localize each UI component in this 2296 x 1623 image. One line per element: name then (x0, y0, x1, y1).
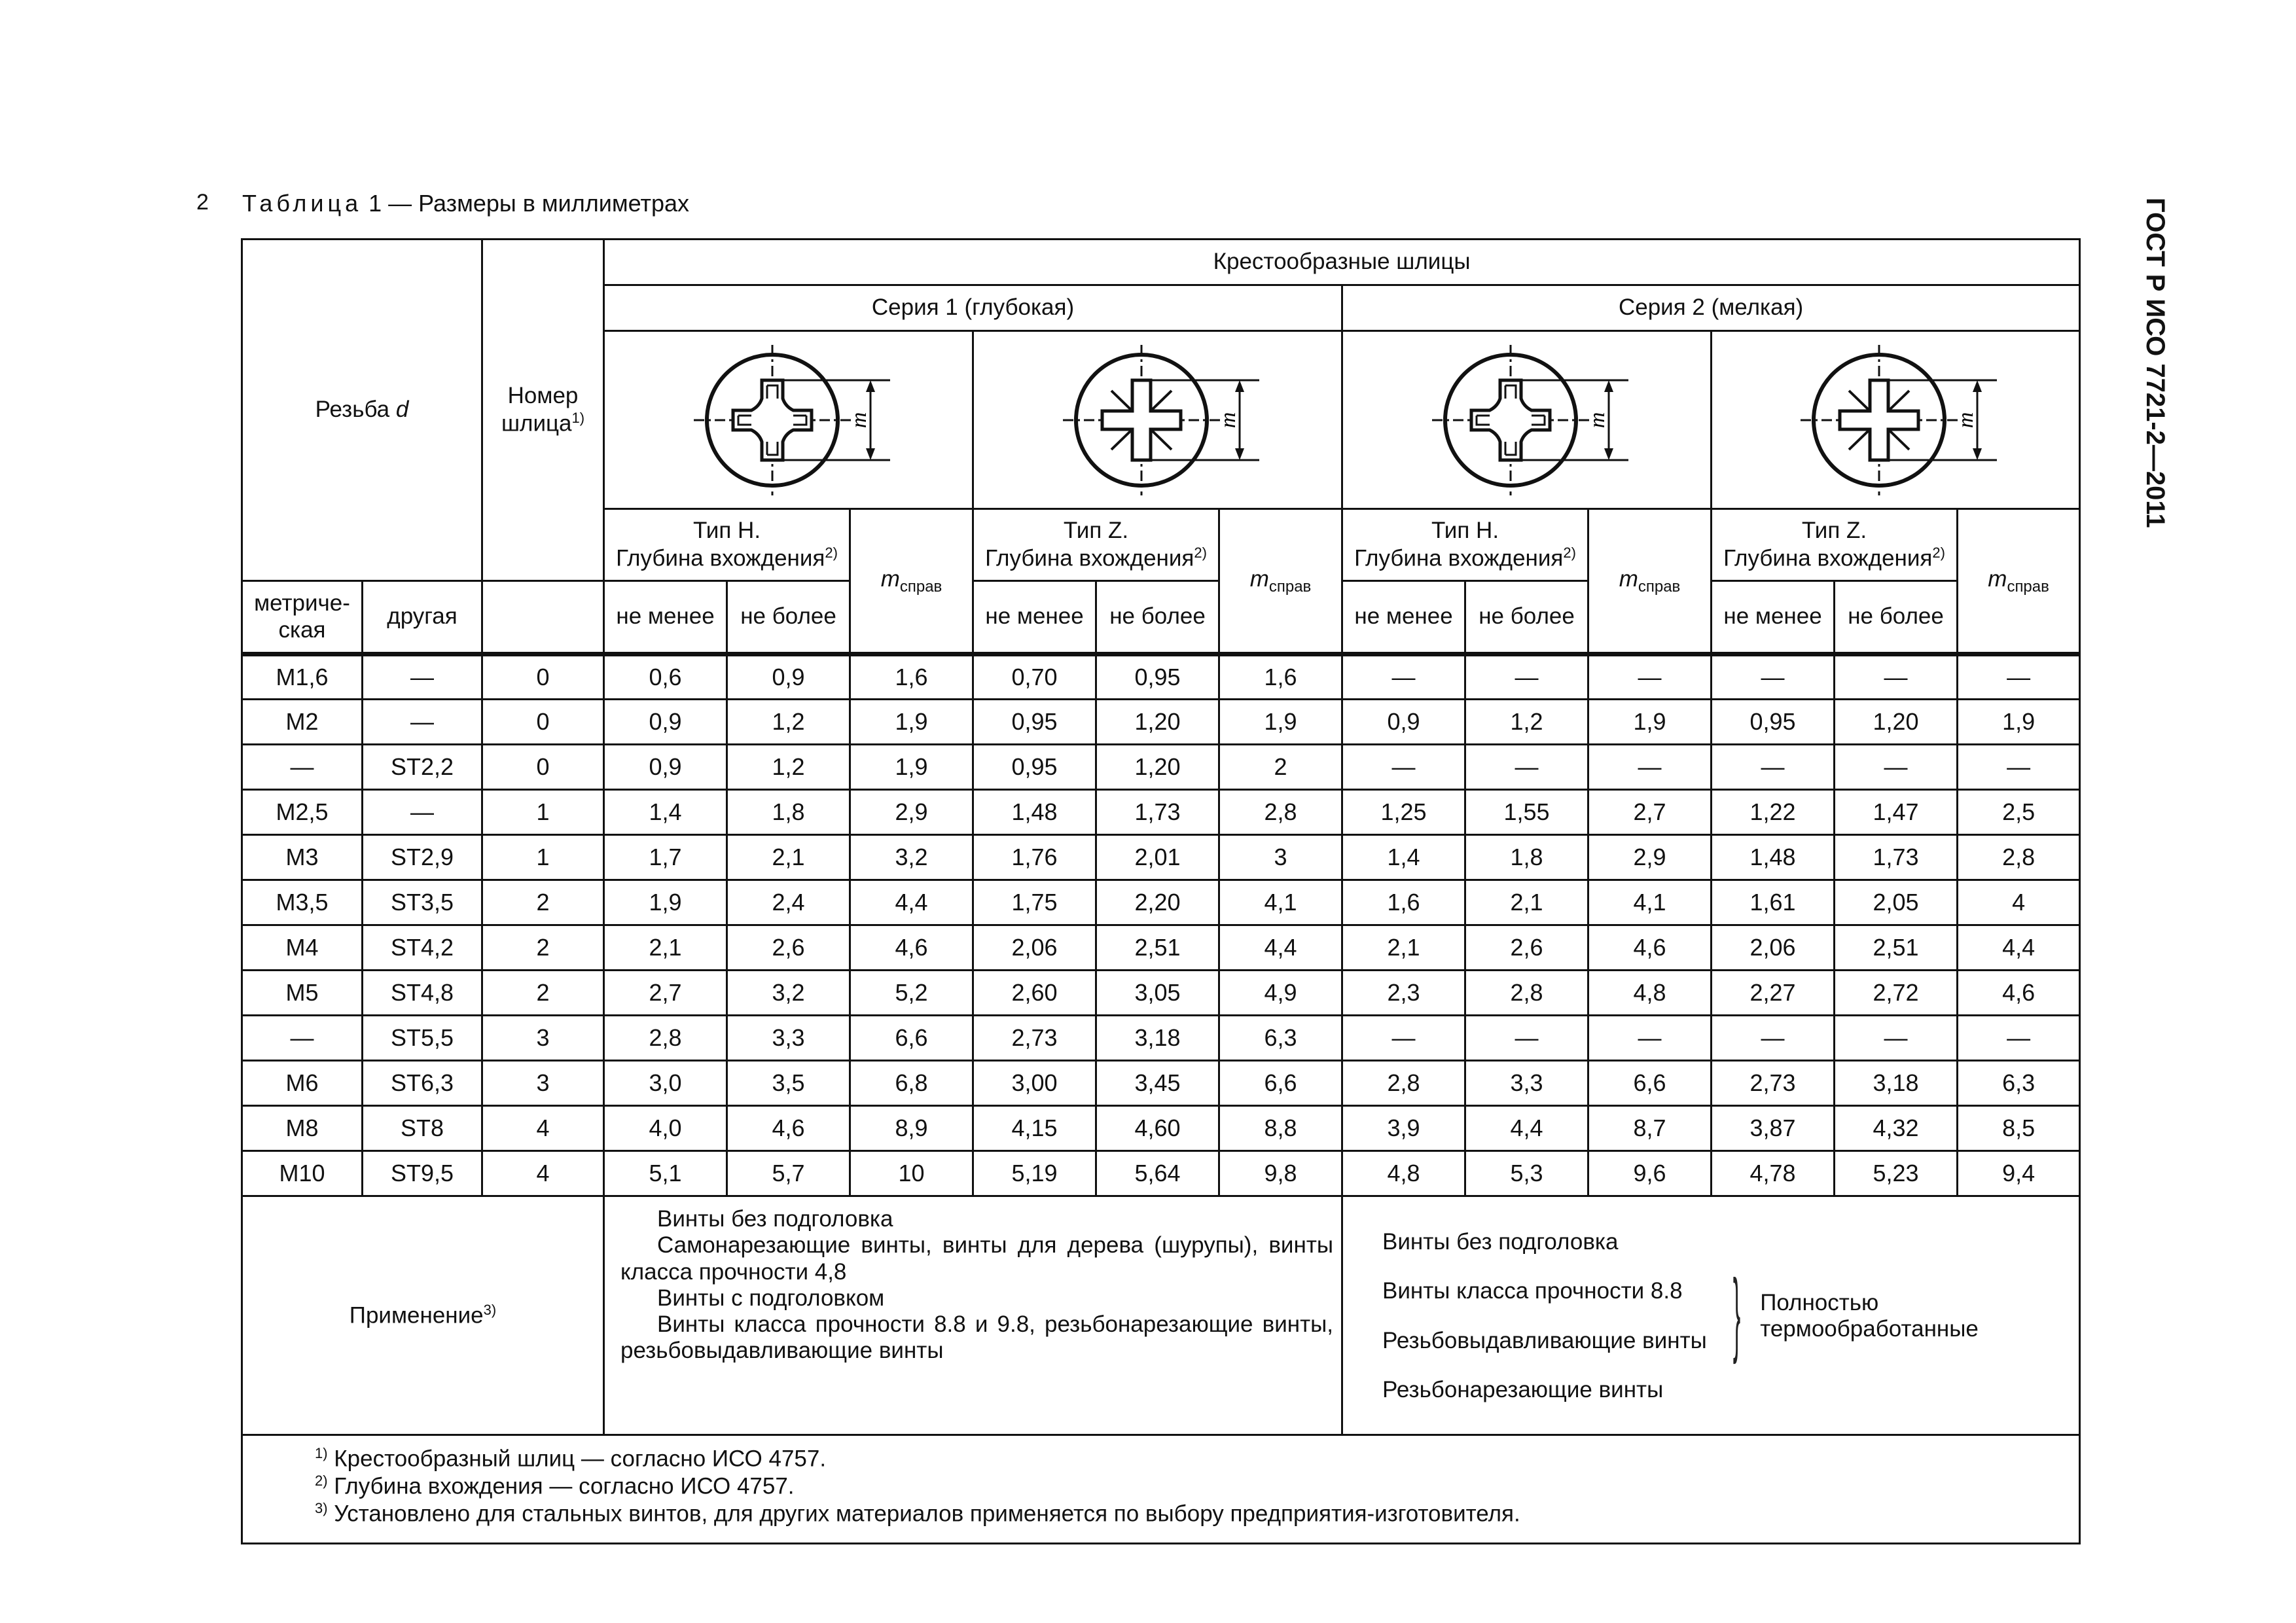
table-cell: 1,73 (1835, 835, 1958, 880)
table-cell: 4,6 (1588, 925, 1712, 971)
table-cell: 0 (482, 654, 604, 700)
table-cell: 2,6 (1465, 925, 1588, 971)
table-cell: 1,4 (1342, 835, 1465, 880)
table-cell: 6,6 (850, 1016, 973, 1061)
cross-slot-type-h-drawing (1419, 338, 1635, 502)
table-cell: — (1465, 654, 1588, 700)
table-cell: 4,9 (1219, 971, 1342, 1016)
table-cell: 4,4 (850, 880, 973, 925)
table-cell: 1,6 (1342, 880, 1465, 925)
table-cell: — (1958, 654, 2080, 700)
table-cell: — (1342, 654, 1465, 700)
table-cell: 1,4 (604, 790, 727, 835)
table-row (242, 1151, 2080, 1196)
table-row (242, 925, 2080, 971)
table-cell: 1,61 (1712, 880, 1835, 925)
table-cell: ST4,2 (363, 925, 482, 971)
table-cell: 5,64 (1096, 1151, 1219, 1196)
table-cell: 8,7 (1588, 1106, 1712, 1151)
min-header: не менее (973, 581, 1096, 654)
cross-slots-header: Крестообразные шлицы (604, 240, 2080, 285)
table-cell: 2,73 (1712, 1061, 1835, 1106)
table-cell: М1,6 (242, 654, 363, 700)
table-cell: 0,95 (973, 745, 1096, 790)
table-cell: 4,6 (1958, 971, 2080, 1016)
table-cell: 1,20 (1835, 700, 1958, 745)
min-header: не менее (604, 581, 727, 654)
application-line: Самонарезающие винты, винты для дерева (шурупы), винты класса прочности 4,8 (620, 1232, 1334, 1285)
table-cell: 0,95 (973, 700, 1096, 745)
table-cell: — (363, 700, 482, 745)
table-cell: 6,6 (1588, 1061, 1712, 1106)
cross-slot-type-z-drawing (1050, 338, 1266, 502)
slot-drawing-cell (1342, 331, 1712, 509)
table-cell: 2,60 (973, 971, 1096, 1016)
table-cell: 0,95 (1096, 654, 1219, 700)
table-cell: 2,3 (1342, 971, 1465, 1016)
table-caption (242, 190, 689, 217)
m-ref-header: $m_{справ}$ (850, 509, 973, 654)
table-cell: 2 (482, 925, 604, 971)
series1-header: Серия 1 (глубокая) (604, 285, 1342, 331)
table-row (242, 790, 2080, 835)
max-header: не более (1835, 581, 1958, 654)
table-cell: 2,7 (604, 971, 727, 1016)
table-cell: 4,32 (1835, 1106, 1958, 1151)
table-cell: 1,9 (1219, 700, 1342, 745)
m-ref-header: $m_{справ}$ (1958, 509, 2080, 654)
table-cell: — (363, 790, 482, 835)
table-cell: 1,9 (850, 745, 973, 790)
table-cell: 1,9 (1588, 700, 1712, 745)
min-header: не менее (1712, 581, 1835, 654)
table-cell: М5 (242, 971, 363, 1016)
table-cell: 3,05 (1096, 971, 1219, 1016)
table-cell: 0,9 (604, 745, 727, 790)
caption-rest: 1 — Размеры в миллиметрах (362, 190, 690, 217)
table-cell: 9,8 (1219, 1151, 1342, 1196)
table-cell: М8 (242, 1106, 363, 1151)
table-cell: 5,19 (973, 1151, 1096, 1196)
footnotes (242, 1435, 2080, 1544)
m-label: m (1585, 412, 1609, 428)
table-cell: 1,9 (604, 880, 727, 925)
cross-slot-type-h-drawing (681, 338, 897, 502)
table-cell: 1,75 (973, 880, 1096, 925)
table-cell: — (1465, 745, 1588, 790)
table-cell: 2,1 (727, 835, 850, 880)
slot-drawing-cell (973, 331, 1342, 509)
table-cell: 1,8 (1465, 835, 1588, 880)
table-cell: — (1712, 1016, 1835, 1061)
table-cell: 2,1 (604, 925, 727, 971)
table-row (242, 654, 2080, 700)
table-cell: — (1835, 1016, 1958, 1061)
table-cell: — (1342, 1016, 1465, 1061)
table-cell: 2,27 (1712, 971, 1835, 1016)
table-cell: 9,6 (1588, 1151, 1712, 1196)
table-cell: 2,20 (1096, 880, 1219, 925)
table-cell: 5,7 (727, 1151, 850, 1196)
table-row (242, 971, 2080, 1016)
table-cell: ST3,5 (363, 880, 482, 925)
table-cell: ST6,3 (363, 1061, 482, 1106)
m-label: m (1954, 412, 1979, 428)
table-cell: 2,7 (1588, 790, 1712, 835)
table-cell: 3,18 (1835, 1061, 1958, 1106)
table-cell: 0,9 (604, 700, 727, 745)
table-cell: 4,78 (1712, 1151, 1835, 1196)
table-cell: 2 (482, 971, 604, 1016)
table-cell: ST2,9 (363, 835, 482, 880)
table-cell: 6,3 (1219, 1016, 1342, 1061)
table-cell: 3,0 (604, 1061, 727, 1106)
table-cell: — (1465, 1016, 1588, 1061)
table-cell: — (1835, 745, 1958, 790)
max-header: не более (727, 581, 850, 654)
table-cell: 2,4 (727, 880, 850, 925)
table-cell: 10 (850, 1151, 973, 1196)
table-cell: 2,6 (727, 925, 850, 971)
table-cell: 1,73 (1096, 790, 1219, 835)
table-cell: 2,5 (1958, 790, 2080, 835)
table-cell: 5,2 (850, 971, 973, 1016)
table-cell: ST5,5 (363, 1016, 482, 1061)
table-row (242, 1061, 2080, 1106)
table-cell: 8,5 (1958, 1106, 2080, 1151)
table-cell: 1 (482, 790, 604, 835)
table-cell: 1,48 (1712, 835, 1835, 880)
table-cell: 4,4 (1465, 1106, 1588, 1151)
slot-drawing-cell (604, 331, 973, 509)
table-cell: — (363, 654, 482, 700)
table-cell: 3,18 (1096, 1016, 1219, 1061)
table-cell: М4 (242, 925, 363, 971)
m-label: m (1215, 412, 1240, 428)
table-cell: — (1588, 745, 1712, 790)
application-line: Винты без подголовка (1382, 1229, 1619, 1255)
application-label: Применение$^{3)}$ (242, 1196, 604, 1435)
table-cell: 3,2 (850, 835, 973, 880)
table-row (242, 880, 2080, 925)
table-row (242, 1016, 2080, 1061)
table-cell: М3 (242, 835, 363, 880)
table-cell: 4 (482, 1151, 604, 1196)
table-cell: 4 (482, 1106, 604, 1151)
typeH-depth-header: Тип Н. Глубина вхождения$^{2)}$ (1342, 509, 1588, 581)
typeH-depth-header: Тип Н. Глубина вхождения$^{2)}$ (604, 509, 850, 581)
cross-slot-type-z-drawing (1787, 338, 2003, 502)
table-cell: 4,4 (1958, 925, 2080, 971)
table-cell: 0,9 (727, 654, 850, 700)
table-cell: 8,9 (850, 1106, 973, 1151)
table-cell: 2,1 (1465, 880, 1588, 925)
table-cell: 2,06 (1712, 925, 1835, 971)
table-cell: — (1588, 654, 1712, 700)
table-cell: 2,8 (1219, 790, 1342, 835)
m-ref-header: $m_{справ}$ (1219, 509, 1342, 654)
table-cell: 1,6 (850, 654, 973, 700)
table-cell: 2,06 (973, 925, 1096, 971)
table-cell: 1,6 (1219, 654, 1342, 700)
table-cell: 2,8 (604, 1016, 727, 1061)
table-row (242, 745, 2080, 790)
application-note: Полностью термообработанные (1760, 1289, 1979, 1342)
page-number: 2 (196, 190, 209, 215)
table-cell: — (1712, 654, 1835, 700)
table-cell: М6 (242, 1061, 363, 1106)
application-line: Резьбонарезающие винты (1382, 1376, 1664, 1402)
brace-icon: } (1732, 1262, 1741, 1367)
table-cell: ST2,2 (363, 745, 482, 790)
table-cell: 2,9 (1588, 835, 1712, 880)
table-cell: 4,4 (1219, 925, 1342, 971)
footnote: $^{2)}$ Глубина вхождения — согласно ИСО 4757. (315, 1472, 795, 1499)
table-cell: — (1712, 745, 1835, 790)
table-cell: 2,01 (1096, 835, 1219, 880)
table-cell: 3,9 (1342, 1106, 1465, 1151)
table-cell: 2 (482, 880, 604, 925)
table-cell: 1,22 (1712, 790, 1835, 835)
table-cell: 2,1 (1342, 925, 1465, 971)
table-cell: 2,9 (850, 790, 973, 835)
table-cell: 4,1 (1588, 880, 1712, 925)
table-cell: 6,6 (1219, 1061, 1342, 1106)
table-cell: 1,20 (1096, 745, 1219, 790)
table-cell: 3,87 (1712, 1106, 1835, 1151)
table-cell: 4,8 (1342, 1151, 1465, 1196)
slot-number-header: Номер шлица$^{1)}$ (482, 240, 604, 581)
min-header: не менее (1342, 581, 1465, 654)
table-cell: 1,2 (727, 745, 850, 790)
table-cell: 4 (1958, 880, 2080, 925)
standard-code: ГОСТ Р ИСО 7721-2—2011 (2141, 198, 2170, 528)
footnote: $^{3)}$ Установлено для стальных винтов, для других материалов применяется по выбору предприятия-изготовителя. (315, 1499, 1520, 1527)
table-cell: 0,6 (604, 654, 727, 700)
table-cell: 2 (1219, 745, 1342, 790)
table-cell: 3 (1219, 835, 1342, 880)
table-row (242, 835, 2080, 880)
table-cell: 3,3 (727, 1016, 850, 1061)
table-cell: 4,0 (604, 1106, 727, 1151)
table-cell: 4,6 (850, 925, 973, 971)
table-cell: 0,95 (1712, 700, 1835, 745)
table-cell: 2,51 (1096, 925, 1219, 971)
table-cell: 2,8 (1342, 1061, 1465, 1106)
table-cell: М2,5 (242, 790, 363, 835)
table-cell: 3,00 (973, 1061, 1096, 1106)
table-cell: 1,7 (604, 835, 727, 880)
table-cell: 6,3 (1958, 1061, 2080, 1106)
table-cell: 1,20 (1096, 700, 1219, 745)
table-cell: 4,6 (727, 1106, 850, 1151)
table-cell: 1 (482, 835, 604, 880)
table-cell: 1,48 (973, 790, 1096, 835)
table-cell: ST9,5 (363, 1151, 482, 1196)
metric-header: метриче-ская (242, 581, 363, 654)
table-cell: 1,55 (1465, 790, 1588, 835)
table-cell: 1,25 (1342, 790, 1465, 835)
table-cell: М10 (242, 1151, 363, 1196)
table-cell: — (1958, 1016, 2080, 1061)
table-cell: 8,8 (1219, 1106, 1342, 1151)
application-line: Винты без подголовка (657, 1206, 893, 1232)
table-cell: 2,73 (973, 1016, 1096, 1061)
table-cell: 1,9 (850, 700, 973, 745)
table-cell: 3,2 (727, 971, 850, 1016)
table-row (242, 1106, 2080, 1151)
footnote: $^{1)}$ Крестообразный шлиц — согласно ИСО 4757. (315, 1445, 827, 1472)
empty-header (482, 581, 604, 654)
table-cell: 1,2 (1465, 700, 1588, 745)
m-label: m (846, 412, 871, 428)
application-line: Винты с подголовком (657, 1285, 885, 1311)
series2-header: Серия 2 (мелкая) (1342, 285, 2080, 331)
table-cell: 1,47 (1835, 790, 1958, 835)
table-cell: 1,76 (973, 835, 1096, 880)
table-cell: 1,9 (1958, 700, 2080, 745)
application-line: Резьбовыдавливающие винты (1382, 1327, 1707, 1353)
table-cell: 9,4 (1958, 1151, 2080, 1196)
table-cell: 5,3 (1465, 1151, 1588, 1196)
table-cell: 0,70 (973, 654, 1096, 700)
table-cell: ST8 (363, 1106, 482, 1151)
dimensions-table (241, 238, 2081, 1544)
application-series1 (604, 1196, 1342, 1435)
table-cell: 3,3 (1465, 1061, 1588, 1106)
table-cell: — (1342, 745, 1465, 790)
application-line: Винты класса прочности 8.8 и 9.8, резьбонарезающие винты, резьбовыдавливающие винты (620, 1311, 1334, 1364)
table-cell: 4,15 (973, 1106, 1096, 1151)
table-cell: 0,9 (1342, 700, 1465, 745)
m-ref-header: $m_{справ}$ (1588, 509, 1712, 654)
table-cell: 2,05 (1835, 880, 1958, 925)
table-cell: 2,72 (1835, 971, 1958, 1016)
table-cell: 3,5 (727, 1061, 850, 1106)
table-cell: — (1835, 654, 1958, 700)
caption-word: Таблица (242, 190, 363, 217)
max-header: не более (1096, 581, 1219, 654)
typeZ-depth-header: Тип Z. Глубина вхождения$^{2)}$ (1712, 509, 1958, 581)
table-cell: 2,8 (1465, 971, 1588, 1016)
table-cell: 4,1 (1219, 880, 1342, 925)
table-cell: М2 (242, 700, 363, 745)
table-cell: — (1958, 745, 2080, 790)
table-cell: М3,5 (242, 880, 363, 925)
table-cell: 4,8 (1588, 971, 1712, 1016)
table-cell: 4,60 (1096, 1106, 1219, 1151)
table-cell: — (1588, 1016, 1712, 1061)
table-cell: 3 (482, 1016, 604, 1061)
other-header: другая (363, 581, 482, 654)
table-cell: 5,1 (604, 1151, 727, 1196)
table-cell: 3 (482, 1061, 604, 1106)
table-cell: 0 (482, 745, 604, 790)
table-cell: 1,2 (727, 700, 850, 745)
table-cell: 5,23 (1835, 1151, 1958, 1196)
table-cell: 1,8 (727, 790, 850, 835)
application-line: Винты класса прочности 8.8 (1382, 1278, 1683, 1304)
table-cell: 3,45 (1096, 1061, 1219, 1106)
max-header: не более (1465, 581, 1588, 654)
slot-drawing-cell (1712, 331, 2080, 509)
table-cell: 2,51 (1835, 925, 1958, 971)
table-cell: — (242, 1016, 363, 1061)
table-cell: 6,8 (850, 1061, 973, 1106)
table-row (242, 700, 2080, 745)
table-cell: ST4,8 (363, 971, 482, 1016)
thread-header: Резьба d (242, 240, 482, 581)
table-cell: — (242, 745, 363, 790)
table-cell: 2,8 (1958, 835, 2080, 880)
application-series2 (1342, 1196, 2080, 1435)
table-cell: 0 (482, 700, 604, 745)
typeZ-depth-header: Тип Z. Глубина вхождения$^{2)}$ (973, 509, 1219, 581)
